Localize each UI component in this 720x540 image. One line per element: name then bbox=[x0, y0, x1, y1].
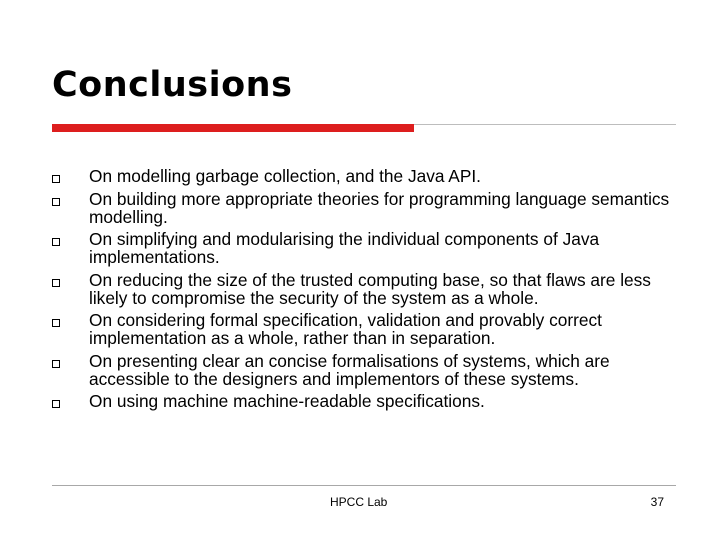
square-bullet-icon bbox=[52, 175, 60, 183]
footer-lab-name: HPCC Lab bbox=[330, 495, 388, 509]
footer-divider bbox=[52, 485, 676, 486]
title-underline-accent bbox=[52, 124, 414, 132]
square-bullet-icon bbox=[52, 198, 60, 206]
slide-title: Conclusions bbox=[52, 65, 293, 105]
square-bullet-icon bbox=[52, 238, 60, 246]
square-bullet-icon bbox=[52, 279, 60, 287]
bullet-text: On reducing the size of the trusted computing base, so that flaws are less likely to compromise the security of the system as a whole. bbox=[89, 269, 651, 308]
list-item bbox=[52, 230, 682, 266]
square-bullet-icon bbox=[52, 319, 60, 327]
square-bullet-icon bbox=[52, 360, 60, 368]
bullet-text: On simplifying and modularising the individual components of Java implementations. bbox=[89, 229, 600, 267]
bullet-text: On modelling garbage collection, and the Java API. bbox=[89, 166, 481, 186]
list-item bbox=[52, 271, 682, 307]
page-number: 37 bbox=[650, 495, 664, 509]
square-bullet-icon bbox=[52, 400, 60, 408]
title-underline-rule bbox=[414, 124, 676, 125]
bullet-text: On building more appropriate theories for programming language semantics modelling. bbox=[89, 188, 670, 227]
bullet-text: On using machine machine-readable specifications. bbox=[89, 391, 485, 411]
list-item bbox=[52, 167, 682, 185]
list-item bbox=[52, 392, 682, 410]
list-item bbox=[52, 311, 682, 347]
bullet-text: On considering formal specification, validation and provably correct implementation as a whole, rather than in separation. bbox=[89, 310, 602, 348]
bullet-text: On presenting clear an concise formalisations of systems, which are accessible to the designers and implementors of these systems. bbox=[89, 350, 610, 389]
list-item bbox=[52, 352, 682, 388]
list-item bbox=[52, 190, 682, 226]
bullet-list bbox=[52, 167, 682, 415]
